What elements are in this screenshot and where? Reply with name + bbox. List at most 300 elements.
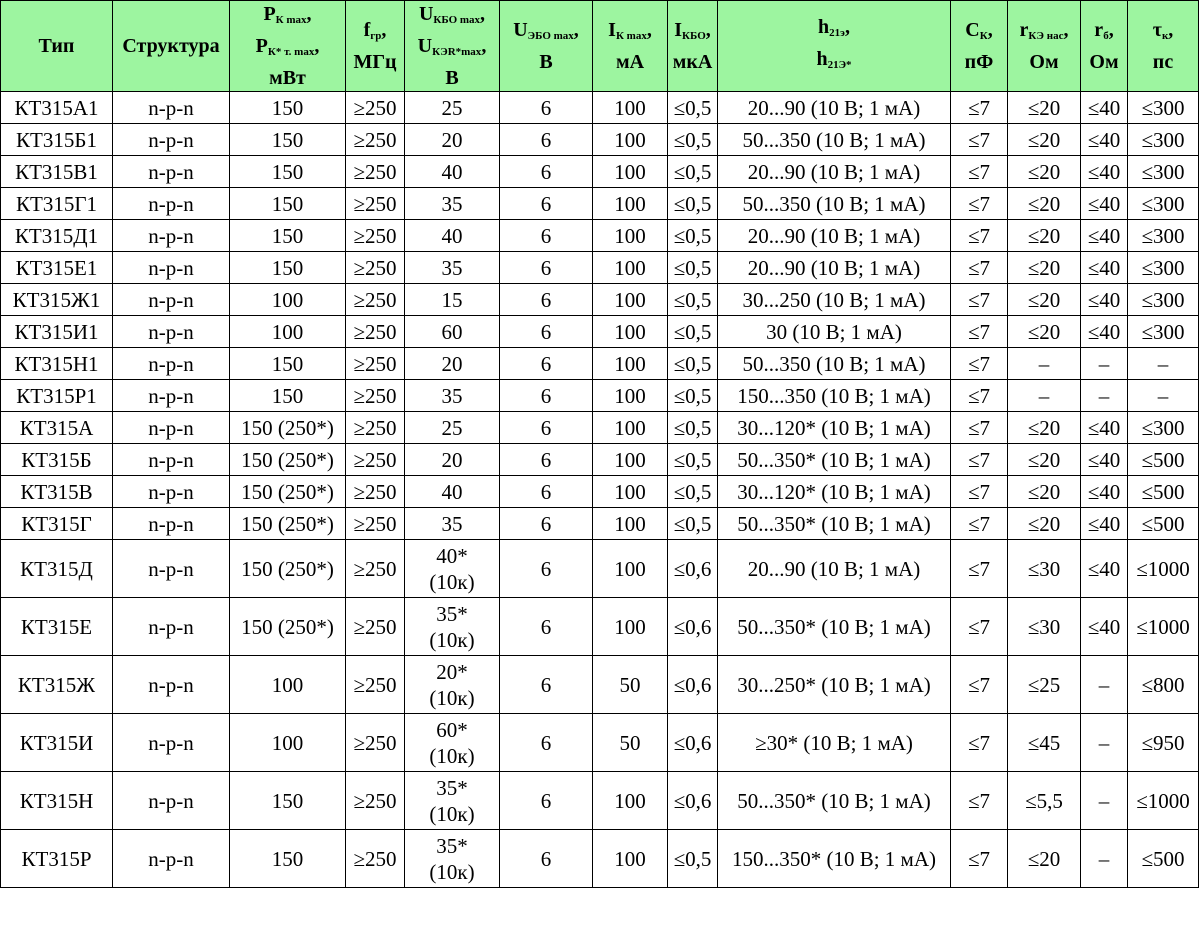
cell-uebo: 6 (500, 92, 593, 124)
table-row (1, 598, 1199, 656)
cell-ukbo: 20 (405, 348, 500, 380)
cell-h21: 50...350 (10 В; 1 мА) (718, 348, 951, 380)
col-header-fgr: $f_{гр}$, МГц (346, 1, 405, 92)
cell-ikbo: ≤0,6 (668, 772, 718, 830)
cell-ukbo (405, 772, 500, 830)
cell-rke: ≤5,5 (1008, 772, 1081, 830)
cell-structure: n-p-n (113, 714, 230, 772)
cell-ikbo: ≤0,5 (668, 316, 718, 348)
cell-ikbo: ≤0,6 (668, 656, 718, 714)
cell-structure: n-p-n (113, 540, 230, 598)
cell-h21: 30...250 (10 В; 1 мА) (718, 284, 951, 316)
cell-rke: ≤20 (1008, 156, 1081, 188)
cell-ik: 100 (593, 412, 668, 444)
cell-type: КТ315Ж1 (1, 284, 113, 316)
cell-ik: 100 (593, 830, 668, 888)
cell-h21: 50...350 (10 В; 1 мА) (718, 188, 951, 220)
table-row (1, 476, 1199, 508)
table-row (1, 540, 1199, 598)
cell-ikbo: ≤0,5 (668, 444, 718, 476)
ukbo-value: 35* (436, 833, 468, 858)
cell-ukbo: 35 (405, 508, 500, 540)
cell-uebo: 6 (500, 772, 593, 830)
cell-type: КТ315И1 (1, 316, 113, 348)
cell-pk: 150 (230, 124, 346, 156)
cell-fgr: ≥250 (346, 830, 405, 888)
cell-type: КТ315Д1 (1, 220, 113, 252)
cell-structure: n-p-n (113, 772, 230, 830)
cell-ikbo: ≤0,5 (668, 348, 718, 380)
cell-fgr: ≥250 (346, 124, 405, 156)
cell-rb: ≤40 (1081, 284, 1128, 316)
cell-fgr: ≥250 (346, 598, 405, 656)
cell-rb: ≤40 (1081, 124, 1128, 156)
cell-pk: 150 (250*) (230, 598, 346, 656)
cell-tk: ≤500 (1128, 830, 1199, 888)
cell-ck: ≤7 (951, 772, 1008, 830)
cell-rke: ≤25 (1008, 656, 1081, 714)
cell-structure: n-p-n (113, 284, 230, 316)
cell-uebo: 6 (500, 714, 593, 772)
cell-ukbo: 60 (405, 316, 500, 348)
cell-ukbo (405, 656, 500, 714)
cell-ukbo: 20 (405, 444, 500, 476)
cell-pk: 150 (250*) (230, 412, 346, 444)
cell-rke: ≤20 (1008, 830, 1081, 888)
ukbo-condition: (10к) (429, 859, 475, 884)
cell-rb: ≤40 (1081, 316, 1128, 348)
cell-ik: 100 (593, 156, 668, 188)
cell-ik: 100 (593, 348, 668, 380)
cell-rke: ≤20 (1008, 92, 1081, 124)
cell-ik: 100 (593, 92, 668, 124)
col-header-rb: $r_б$, Ом (1081, 1, 1128, 92)
cell-fgr: ≥250 (346, 444, 405, 476)
cell-rke: ≤20 (1008, 316, 1081, 348)
cell-ck: ≤7 (951, 92, 1008, 124)
cell-rb: ≤40 (1081, 188, 1128, 220)
table-row (1, 772, 1199, 830)
table-row (1, 124, 1199, 156)
cell-tk: ≤1000 (1128, 772, 1199, 830)
cell-structure: n-p-n (113, 656, 230, 714)
cell-ukbo (405, 714, 500, 772)
cell-ukbo (405, 830, 500, 888)
cell-type: КТ315Н (1, 772, 113, 830)
cell-h21: 20...90 (10 В; 1 мА) (718, 252, 951, 284)
cell-structure: n-p-n (113, 156, 230, 188)
cell-rb: ≤40 (1081, 252, 1128, 284)
cell-rke: ≤20 (1008, 124, 1081, 156)
cell-h21: 20...90 (10 В; 1 мА) (718, 220, 951, 252)
cell-ik: 50 (593, 656, 668, 714)
cell-rb: – (1081, 656, 1128, 714)
cell-ikbo: ≤0,5 (668, 476, 718, 508)
cell-ck: ≤7 (951, 714, 1008, 772)
cell-ik: 100 (593, 598, 668, 656)
cell-uebo: 6 (500, 348, 593, 380)
cell-uebo: 6 (500, 380, 593, 412)
table-row (1, 380, 1199, 412)
cell-ikbo: ≤0,6 (668, 540, 718, 598)
col-header-ikbo: $I_{КБО}$, мкА (668, 1, 718, 92)
cell-structure: n-p-n (113, 598, 230, 656)
cell-ikbo: ≤0,5 (668, 412, 718, 444)
cell-uebo: 6 (500, 220, 593, 252)
col-header-type: Тип (1, 1, 113, 92)
cell-h21: 30...120* (10 В; 1 мА) (718, 412, 951, 444)
col-header-h21: $h_{21э}$, $h_{21Э*}$ (718, 1, 951, 92)
cell-pk: 150 (230, 252, 346, 284)
cell-fgr: ≥250 (346, 252, 405, 284)
cell-ikbo: ≤0,5 (668, 380, 718, 412)
ukbo-value: 35* (436, 601, 468, 626)
cell-rke: ≤20 (1008, 252, 1081, 284)
cell-tk: ≤1000 (1128, 540, 1199, 598)
cell-pk: 150 (230, 348, 346, 380)
cell-ck: ≤7 (951, 188, 1008, 220)
cell-structure: n-p-n (113, 188, 230, 220)
cell-ck: ≤7 (951, 220, 1008, 252)
cell-structure: n-p-n (113, 316, 230, 348)
cell-h21: 50...350 (10 В; 1 мА) (718, 124, 951, 156)
cell-ck: ≤7 (951, 348, 1008, 380)
cell-ik: 100 (593, 252, 668, 284)
cell-tk: ≤950 (1128, 714, 1199, 772)
cell-ik: 100 (593, 444, 668, 476)
cell-ck: ≤7 (951, 598, 1008, 656)
cell-rke: ≤20 (1008, 220, 1081, 252)
cell-ikbo: ≤0,6 (668, 598, 718, 656)
cell-pk: 150 (250*) (230, 476, 346, 508)
table-row (1, 714, 1199, 772)
cell-type: КТ315Г (1, 508, 113, 540)
cell-ikbo: ≤0,5 (668, 252, 718, 284)
cell-fgr: ≥250 (346, 412, 405, 444)
cell-type: КТ315Н1 (1, 348, 113, 380)
cell-type: КТ315Д (1, 540, 113, 598)
cell-ik: 100 (593, 220, 668, 252)
cell-ck: ≤7 (951, 284, 1008, 316)
cell-pk: 100 (230, 656, 346, 714)
col-header-structure: Структура (113, 1, 230, 92)
cell-ik: 100 (593, 284, 668, 316)
table-row (1, 444, 1199, 476)
cell-ck: ≤7 (951, 252, 1008, 284)
cell-structure: n-p-n (113, 220, 230, 252)
cell-ikbo: ≤0,5 (668, 220, 718, 252)
cell-h21: 20...90 (10 В; 1 мА) (718, 540, 951, 598)
cell-rke: ≤20 (1008, 508, 1081, 540)
header-row (1, 1, 1199, 92)
cell-rb: ≤40 (1081, 220, 1128, 252)
cell-type: КТ315Е1 (1, 252, 113, 284)
cell-type: КТ315Ж (1, 656, 113, 714)
cell-tk: ≤500 (1128, 508, 1199, 540)
cell-ik: 50 (593, 714, 668, 772)
cell-ck: ≤7 (951, 124, 1008, 156)
cell-rb: – (1081, 714, 1128, 772)
cell-ukbo: 35 (405, 252, 500, 284)
cell-ukbo: 20 (405, 124, 500, 156)
cell-rke: ≤45 (1008, 714, 1081, 772)
cell-ck: ≤7 (951, 476, 1008, 508)
cell-rb: ≤40 (1081, 156, 1128, 188)
cell-uebo: 6 (500, 124, 593, 156)
cell-ik: 100 (593, 508, 668, 540)
col-header-ck: $C_К$, пФ (951, 1, 1008, 92)
cell-uebo: 6 (500, 656, 593, 714)
cell-h21: 20...90 (10 В; 1 мА) (718, 92, 951, 124)
cell-h21: 30...250* (10 В; 1 мА) (718, 656, 951, 714)
cell-rb: ≤40 (1081, 92, 1128, 124)
cell-rb: ≤40 (1081, 412, 1128, 444)
cell-ik: 100 (593, 476, 668, 508)
table-body (1, 92, 1199, 888)
cell-ikbo: ≤0,5 (668, 124, 718, 156)
cell-fgr: ≥250 (346, 316, 405, 348)
table-row (1, 188, 1199, 220)
cell-fgr: ≥250 (346, 220, 405, 252)
cell-rb: – (1081, 772, 1128, 830)
table-row (1, 92, 1199, 124)
cell-fgr: ≥250 (346, 380, 405, 412)
cell-ukbo: 35 (405, 380, 500, 412)
cell-ik: 100 (593, 124, 668, 156)
cell-uebo: 6 (500, 476, 593, 508)
cell-ukbo: 40 (405, 476, 500, 508)
table-row (1, 156, 1199, 188)
ukbo-value: 35* (436, 775, 468, 800)
cell-ikbo: ≤0,6 (668, 714, 718, 772)
table-row (1, 348, 1199, 380)
cell-ck: ≤7 (951, 540, 1008, 598)
cell-ikbo: ≤0,5 (668, 830, 718, 888)
table-row (1, 830, 1199, 888)
cell-rb: ≤40 (1081, 476, 1128, 508)
cell-structure: n-p-n (113, 124, 230, 156)
col-header-pk: $P_{К max}$, $P_{К* т. max}$, мВт (230, 1, 346, 92)
ukbo-value: 60* (436, 717, 468, 742)
table-row (1, 252, 1199, 284)
cell-ck: ≤7 (951, 412, 1008, 444)
cell-type: КТ315А (1, 412, 113, 444)
table-row (1, 508, 1199, 540)
cell-ikbo: ≤0,5 (668, 156, 718, 188)
cell-uebo: 6 (500, 598, 593, 656)
cell-ck: ≤7 (951, 444, 1008, 476)
cell-uebo: 6 (500, 316, 593, 348)
cell-ukbo: 35 (405, 188, 500, 220)
cell-ukbo (405, 598, 500, 656)
cell-fgr: ≥250 (346, 714, 405, 772)
cell-structure: n-p-n (113, 476, 230, 508)
cell-fgr: ≥250 (346, 156, 405, 188)
cell-h21: 20...90 (10 В; 1 мА) (718, 156, 951, 188)
cell-pk: 150 (230, 92, 346, 124)
cell-uebo: 6 (500, 444, 593, 476)
cell-rke: ≤30 (1008, 540, 1081, 598)
cell-rb: – (1081, 830, 1128, 888)
ukbo-value: 20* (436, 659, 468, 684)
cell-fgr: ≥250 (346, 772, 405, 830)
cell-rb: ≤40 (1081, 444, 1128, 476)
cell-h21: 50...350* (10 В; 1 мА) (718, 508, 951, 540)
table-row (1, 316, 1199, 348)
cell-pk: 100 (230, 316, 346, 348)
cell-uebo: 6 (500, 156, 593, 188)
cell-structure: n-p-n (113, 412, 230, 444)
cell-tk: – (1128, 380, 1199, 412)
ukbo-condition: (10к) (429, 743, 475, 768)
cell-uebo: 6 (500, 284, 593, 316)
cell-tk: ≤300 (1128, 316, 1199, 348)
cell-pk: 100 (230, 714, 346, 772)
cell-h21: 50...350* (10 В; 1 мА) (718, 772, 951, 830)
cell-fgr: ≥250 (346, 540, 405, 598)
cell-uebo: 6 (500, 830, 593, 888)
cell-pk: 150 (230, 156, 346, 188)
cell-tk: ≤300 (1128, 92, 1199, 124)
cell-tk: ≤1000 (1128, 598, 1199, 656)
cell-fgr: ≥250 (346, 284, 405, 316)
cell-h21: 150...350 (10 В; 1 мА) (718, 380, 951, 412)
table-row (1, 412, 1199, 444)
cell-tk: ≤500 (1128, 444, 1199, 476)
cell-rke: ≤20 (1008, 444, 1081, 476)
cell-ukbo: 15 (405, 284, 500, 316)
cell-rb: ≤40 (1081, 508, 1128, 540)
cell-tk: ≤300 (1128, 220, 1199, 252)
cell-uebo: 6 (500, 188, 593, 220)
cell-tk: ≤800 (1128, 656, 1199, 714)
cell-ik: 100 (593, 380, 668, 412)
cell-type: КТ315Б1 (1, 124, 113, 156)
cell-ik: 100 (593, 188, 668, 220)
cell-type: КТ315В (1, 476, 113, 508)
cell-ck: ≤7 (951, 656, 1008, 714)
cell-pk: 150 (250*) (230, 508, 346, 540)
table-row (1, 656, 1199, 714)
cell-tk: – (1128, 348, 1199, 380)
cell-ik: 100 (593, 316, 668, 348)
cell-tk: ≤300 (1128, 124, 1199, 156)
cell-rke: ≤20 (1008, 284, 1081, 316)
cell-h21: ≥30* (10 В; 1 мА) (718, 714, 951, 772)
cell-structure: n-p-n (113, 92, 230, 124)
cell-uebo: 6 (500, 412, 593, 444)
ukbo-condition: (10к) (429, 627, 475, 652)
cell-ukbo (405, 540, 500, 598)
cell-fgr: ≥250 (346, 188, 405, 220)
cell-pk: 150 (230, 220, 346, 252)
cell-tk: ≤300 (1128, 284, 1199, 316)
cell-structure: n-p-n (113, 444, 230, 476)
cell-rb: ≤40 (1081, 540, 1128, 598)
cell-fgr: ≥250 (346, 508, 405, 540)
col-header-rke: $r_{КЭ нас}$, Ом (1008, 1, 1081, 92)
cell-type: КТ315В1 (1, 156, 113, 188)
cell-h21: 50...350* (10 В; 1 мА) (718, 598, 951, 656)
cell-rke: ≤30 (1008, 598, 1081, 656)
cell-rb: ≤40 (1081, 598, 1128, 656)
cell-h21: 30 (10 В; 1 мА) (718, 316, 951, 348)
cell-tk: ≤300 (1128, 412, 1199, 444)
table-row (1, 220, 1199, 252)
cell-pk: 100 (230, 284, 346, 316)
cell-fgr: ≥250 (346, 348, 405, 380)
cell-type: КТ315Р (1, 830, 113, 888)
cell-ikbo: ≤0,5 (668, 284, 718, 316)
cell-ck: ≤7 (951, 316, 1008, 348)
cell-uebo: 6 (500, 508, 593, 540)
cell-type: КТ315А1 (1, 92, 113, 124)
cell-h21: 150...350* (10 В; 1 мА) (718, 830, 951, 888)
cell-ikbo: ≤0,5 (668, 508, 718, 540)
col-header-ik: $I_{К max}$, мА (593, 1, 668, 92)
cell-h21: 30...120* (10 В; 1 мА) (718, 476, 951, 508)
cell-ik: 100 (593, 772, 668, 830)
cell-rke: ≤20 (1008, 188, 1081, 220)
cell-fgr: ≥250 (346, 476, 405, 508)
cell-ukbo: 40 (405, 156, 500, 188)
cell-pk: 150 (230, 830, 346, 888)
table-row (1, 284, 1199, 316)
cell-tk: ≤300 (1128, 156, 1199, 188)
cell-pk: 150 (230, 380, 346, 412)
cell-pk: 150 (230, 772, 346, 830)
cell-ik: 100 (593, 540, 668, 598)
cell-type: КТ315Е (1, 598, 113, 656)
cell-ikbo: ≤0,5 (668, 188, 718, 220)
cell-uebo: 6 (500, 540, 593, 598)
cell-rke: ≤20 (1008, 476, 1081, 508)
cell-ikbo: ≤0,5 (668, 92, 718, 124)
cell-type: КТ315Г1 (1, 188, 113, 220)
cell-type: КТ315И (1, 714, 113, 772)
cell-structure: n-p-n (113, 380, 230, 412)
ukbo-value: 40* (436, 543, 468, 568)
cell-fgr: ≥250 (346, 92, 405, 124)
ukbo-condition: (10к) (429, 801, 475, 826)
col-header-ukbo: $U_{КБО max}$, $U_{КЭR*max}$, В (405, 1, 500, 92)
cell-ukbo: 25 (405, 92, 500, 124)
cell-rb: – (1081, 348, 1128, 380)
cell-fgr: ≥250 (346, 656, 405, 714)
cell-structure: n-p-n (113, 830, 230, 888)
cell-ukbo: 25 (405, 412, 500, 444)
cell-h21: 50...350* (10 В; 1 мА) (718, 444, 951, 476)
cell-ukbo: 40 (405, 220, 500, 252)
col-header-uebo: $U_{ЭБО max}$, В (500, 1, 593, 92)
cell-ck: ≤7 (951, 156, 1008, 188)
cell-rke: – (1008, 348, 1081, 380)
cell-type: КТ315Б (1, 444, 113, 476)
cell-ck: ≤7 (951, 508, 1008, 540)
cell-rke: – (1008, 380, 1081, 412)
cell-pk: 150 (250*) (230, 540, 346, 598)
cell-tk: ≤300 (1128, 252, 1199, 284)
cell-structure: n-p-n (113, 508, 230, 540)
cell-uebo: 6 (500, 252, 593, 284)
cell-rb: – (1081, 380, 1128, 412)
cell-tk: ≤300 (1128, 188, 1199, 220)
ukbo-condition: (10к) (429, 569, 475, 594)
cell-ck: ≤7 (951, 380, 1008, 412)
cell-ck: ≤7 (951, 830, 1008, 888)
cell-pk: 150 (230, 188, 346, 220)
col-header-tk: $\tau_к$, пс (1128, 1, 1199, 92)
